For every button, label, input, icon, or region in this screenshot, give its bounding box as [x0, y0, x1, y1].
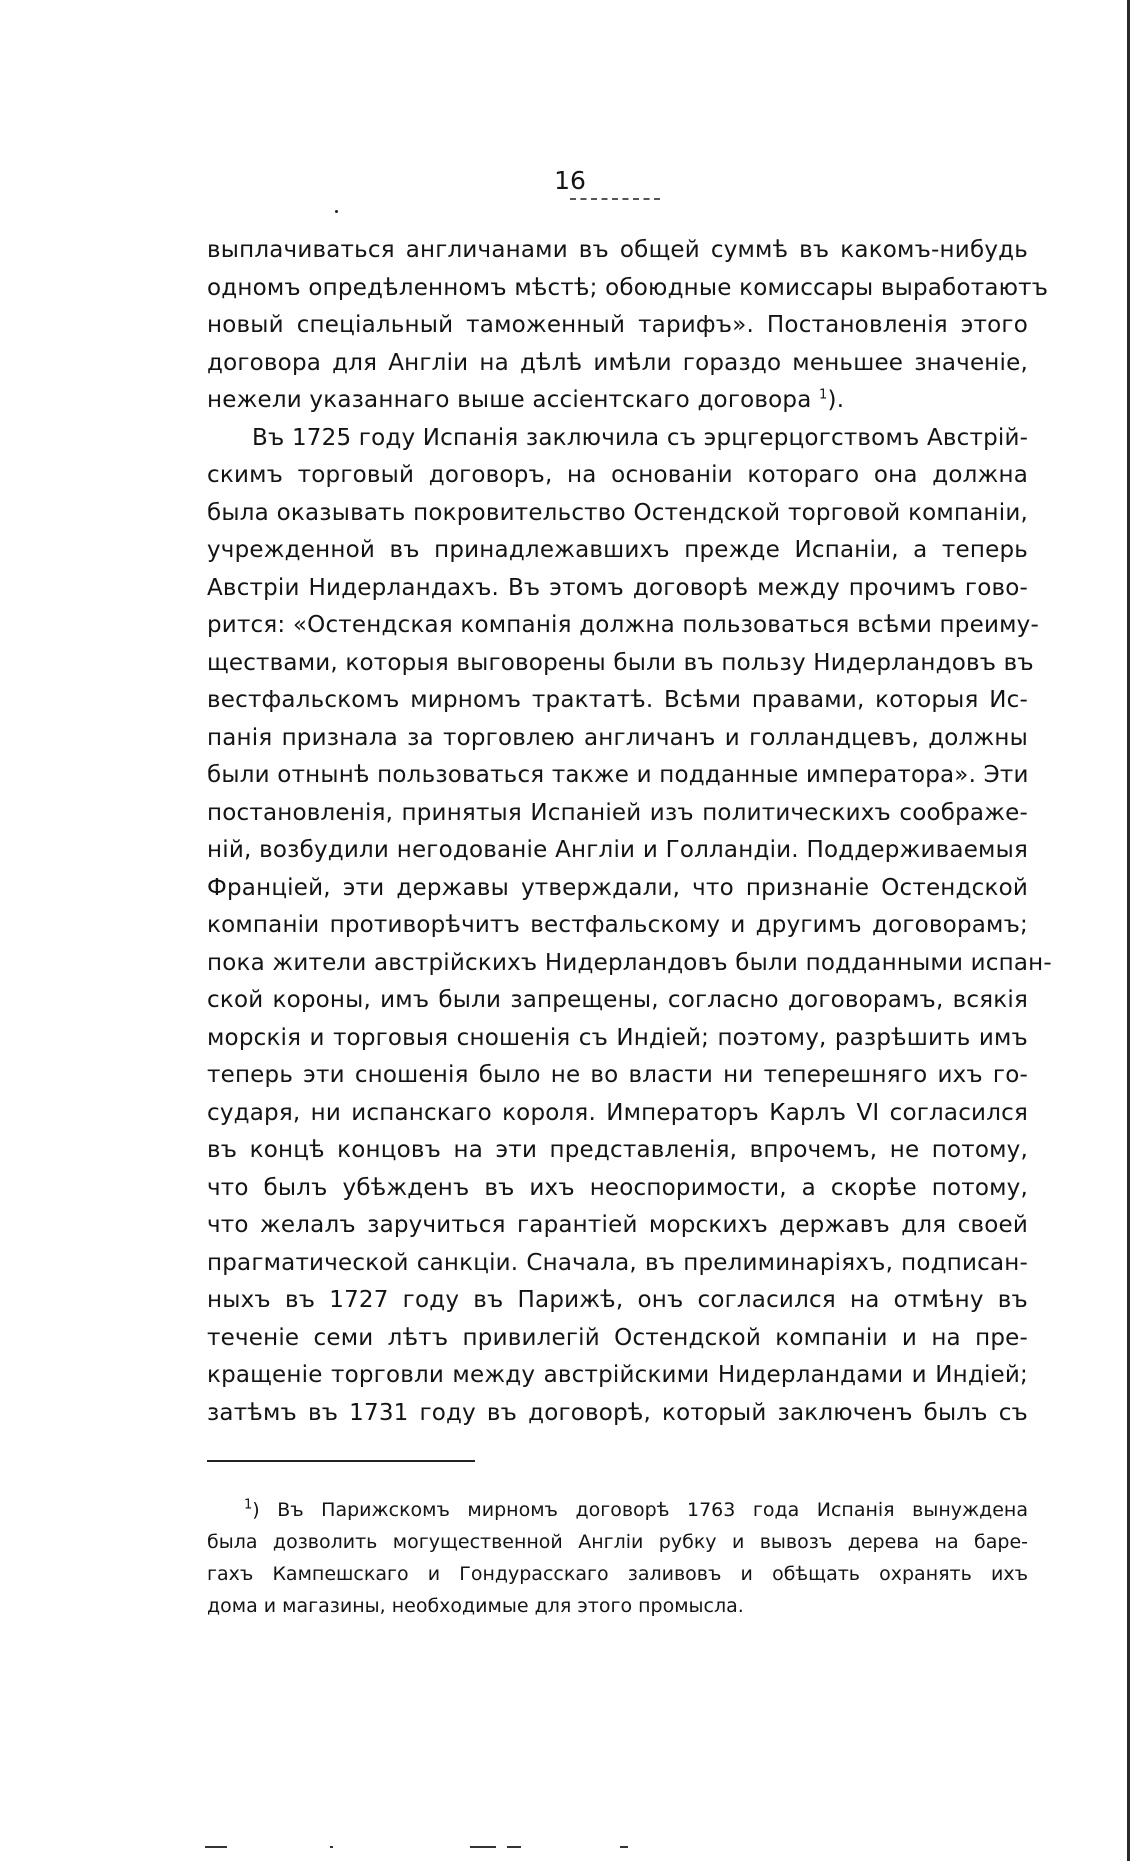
footnote-marker: 1: [244, 1497, 253, 1513]
page-edge-line: [1127, 0, 1130, 1861]
text-line: затѣмъ въ 1731 году въ договорѣ, который заключенъ былъ съ: [207, 1399, 1028, 1426]
footnote-line: была дозволить могущественной Англіи рубку и вывозъ дерева на баре-: [207, 1531, 1028, 1553]
text-line: договора для Англіи на дѣлѣ имѣли гораздо меньшее значеніе,: [207, 349, 1028, 376]
paragraph-2: [207, 420, 1052, 1433]
text-line: постановленія, принятыя Испаніей изъ политическихъ соображе-: [207, 799, 1028, 826]
text-line: ній, возбудили негодованіе Англіи и Голландіи. Поддерживаемыя: [207, 837, 1028, 863]
main-text: [207, 232, 1052, 1432]
scan-mark: [620, 1846, 628, 1848]
scan-artifact-marks: [0, 1846, 1140, 1850]
text-line: въ концѣ концовъ на эти представленія, впрочемъ, не потому,: [207, 1137, 1028, 1163]
text-line: одномъ опредѣленномъ мѣстѣ; обоюдные комиссары выработаютъ: [207, 274, 1049, 301]
text-line: панія признала за торговлею англичанъ и голландцевъ, должны: [207, 724, 1028, 751]
text-line: ской короны, имъ были запрещены, согласно договорамъ, всякія: [207, 987, 1028, 1013]
text-line: сударя, ни испанскаго короля. Императоръ Карлъ VI согласился: [207, 1099, 1028, 1126]
text-line: Въ 1725 году Испанія заключила съ эрцгерцогствомъ Австрій-: [252, 424, 1029, 451]
footnote-reference: 1: [819, 387, 828, 403]
text-line-end: ).: [827, 387, 845, 413]
text-line: компаніи противорѣчитъ вестфальскому и другимъ договорамъ;: [207, 912, 1028, 938]
footnote-line: [207, 1494, 1028, 1526]
text-line: рится: «Остендская компанія должна пользоваться всѣми преиму-: [207, 612, 1039, 638]
scan-mark: [470, 1846, 496, 1848]
text-line: пока жители австрійскихъ Нидерландовъ были подданными испан-: [207, 949, 1052, 976]
text-line: кращеніе торговли между австрійскими Нидерландами и Индіей;: [207, 1362, 1028, 1388]
text-line: Франціей, эти державы утверждали, что признаніе Остендской: [207, 874, 1028, 901]
footnote-line: дома и магазины, необходимые для этого промысла.: [207, 1595, 744, 1617]
footnote-line-content: ) Въ Парижскомъ мирномъ договорѣ 1763 года Испанія вынуждена: [252, 1499, 1028, 1521]
text-line: была оказывать покровительство Остендской торговой компаніи,: [207, 499, 1028, 526]
footnote: [207, 1494, 1028, 1622]
scan-mark: [507, 1846, 521, 1848]
text-line: ществами, которыя выговорены были въ пользу Нидерландовъ въ: [207, 649, 1034, 676]
scan-mark: [330, 1846, 333, 1848]
text-line: что былъ убѣжденъ въ ихъ неоспоримости, а скорѣе потому,: [207, 1174, 1028, 1201]
text-line: скимъ торговый договоръ, на основаніи котораго она должна: [207, 462, 1028, 488]
text-line: выплачиваться англичанами въ общей суммѣ въ какомъ-нибудь: [207, 237, 1028, 263]
text-line: теченіе семи лѣтъ привилегій Остендской компаніи и на пре-: [207, 1324, 1028, 1351]
text-line: теперь эти сношенія было не во власти ни теперешняго ихъ го-: [207, 1062, 1028, 1088]
text-line: были отнынѣ пользоваться также и подданные императора». Эти: [207, 762, 1029, 788]
text-line: вестфальскомъ мирномъ трактатѣ. Всѣми правами, которыя Ис-: [207, 687, 1028, 713]
text-line: что желалъ заручиться гарантіей морскихъ державъ для своей: [207, 1212, 1028, 1238]
text-line: морскія и торговыя сношенія съ Индіей; поэтому, разрѣшить имъ: [207, 1024, 1028, 1051]
text-line: учрежденной въ принадлежавшихъ прежде Испаніи, а теперь: [207, 537, 1028, 563]
footnote-separator: [207, 1460, 475, 1462]
scan-mark: [205, 1846, 227, 1848]
text-line: новый спеціальный таможенный тарифъ». Постановленія этого: [207, 312, 1028, 338]
text-line-content: нежели указаннаго выше ассіентскаго договора: [207, 387, 812, 413]
text-line: ныхъ въ 1727 году въ Парижѣ, онъ согласился на отмѣну въ: [207, 1287, 1028, 1313]
text-line: Австріи Нидерландахъ. Въ этомъ договорѣ между прочимъ гово-: [207, 574, 1028, 601]
footnote-line: гахъ Кампешскаго и Гондурасскаго заливовъ и обѣщать охранять ихъ: [207, 1563, 1028, 1585]
text-line: [207, 382, 1028, 420]
page-number-underline: [570, 198, 660, 200]
ink-speck: [335, 210, 338, 213]
paragraph-1: [207, 232, 1049, 420]
text-line: прагматической санкціи. Сначала, въ прелиминаріяхъ, подписан-: [207, 1249, 1028, 1276]
page-number: 16: [554, 166, 586, 195]
